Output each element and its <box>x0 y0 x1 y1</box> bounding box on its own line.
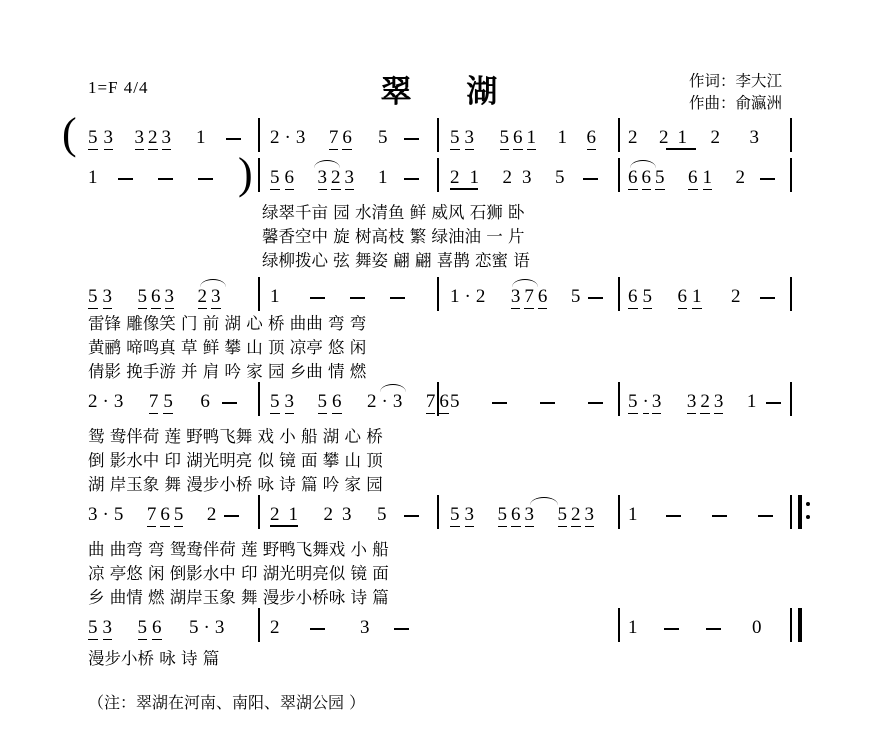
note-group: 5 3 5 6 3 5 2 3 <box>450 504 594 525</box>
hold-dash <box>583 178 598 180</box>
note-group: 5 3 5 6 5 · 3 <box>88 617 225 638</box>
slur <box>314 160 340 168</box>
lyric-line: 馨香空中 旋 树高枝 繁 绿油油 一 片 <box>262 227 525 246</box>
note: 1 <box>196 127 206 148</box>
hold-dash <box>492 402 507 404</box>
note: 1 <box>628 617 638 638</box>
note-group: 5 · 3 3 2 3 1 <box>628 391 757 412</box>
hold-dash <box>390 297 405 299</box>
barline <box>258 382 260 416</box>
note-group: 2 · 3 7 6 <box>270 127 352 148</box>
hold-dash <box>760 297 775 299</box>
note: 0 <box>752 617 762 638</box>
note: 1 <box>628 504 638 525</box>
lyric-line: 倩影 挽手游 并 肩 吟 家 园 乡曲 情 燃 <box>88 362 367 381</box>
underline-group <box>450 188 478 190</box>
lyric-line: 凉 亭悠 闲 倒影水中 印 湖光明亮似 镜 面 <box>88 564 389 583</box>
open-paren: ( <box>62 109 77 158</box>
lyric-line: 倒 影水中 印 湖光明亮 似 镜 面 攀 山 顶 <box>88 451 383 470</box>
note-group: 5 6 3 2 3 <box>270 167 354 188</box>
note: 3 <box>360 617 370 638</box>
underline-group <box>270 525 298 527</box>
hold-dash <box>758 515 773 517</box>
barline <box>618 158 620 192</box>
lyricist: 作词：李大江 <box>688 72 782 90</box>
end-barline-thin <box>790 608 792 642</box>
note-group: 6 6 5 6 1 2 <box>628 167 745 188</box>
note-group: 5 3 5 6 3 2 3 <box>88 286 221 307</box>
lyric-line: 绿翠千亩 园 水清鱼 鲜 威风 石狮 卧 <box>262 203 525 222</box>
barline <box>437 382 439 416</box>
hold-dash <box>666 515 681 517</box>
lyric-line: 雷锋 雕像笑 门 前 湖 心 桥 曲曲 弯 弯 <box>88 314 367 333</box>
hold-dash <box>394 628 409 630</box>
note: 2 <box>270 617 280 638</box>
barline <box>258 495 260 529</box>
lyric-line: 湖 岸玉象 舞 漫步小桥 咏 诗 篇 吟 家 园 <box>88 475 383 494</box>
barline <box>258 158 260 192</box>
note: 1 <box>88 167 98 188</box>
lyric-line: 漫步小桥 咏 诗 篇 <box>88 649 220 668</box>
note-group: 2 1 2 3 5 <box>270 504 387 525</box>
note-group: 5 3 3 2 3 <box>88 127 171 148</box>
close-paren: ) <box>238 149 253 198</box>
hold-dash <box>760 178 775 180</box>
note-group: 2 · 3 7 5 6 <box>88 391 210 412</box>
lyric-line: 乡 曲情 燃 湖岸玉象 舞 漫步小桥咏 诗 篇 <box>88 588 389 607</box>
slur <box>530 497 558 505</box>
barline <box>437 495 439 529</box>
hold-dash <box>222 402 237 404</box>
credits <box>689 70 782 114</box>
note: 5 <box>378 127 388 148</box>
barline <box>437 277 439 311</box>
hold-dash <box>404 178 419 180</box>
lyric-line: 绿柳拨心 弦 舞姿 翩 翩 喜鹊 恋蜜 语 <box>262 251 530 270</box>
hold-dash <box>158 178 173 180</box>
barline <box>790 158 792 192</box>
note-group: 5 3 5 6 1 1 6 <box>450 127 596 148</box>
barline <box>790 118 792 152</box>
composer: 作曲：俞瀛洲 <box>688 94 782 112</box>
hold-dash <box>404 515 419 517</box>
note-group: 5 3 5 6 2 · 3 7 6 <box>270 391 449 412</box>
barline <box>618 118 620 152</box>
hold-dash <box>588 402 603 404</box>
lyric-line: 曲 曲弯 弯 鸳鸯伴荷 莲 野鸭飞舞戏 小 船 <box>88 540 389 559</box>
hold-dash <box>664 628 679 630</box>
note-group: 3 · 5 7 6 5 2 <box>88 504 217 525</box>
key-signature: 1=F 4/4 <box>88 78 149 97</box>
slur <box>200 279 226 287</box>
slur <box>630 160 656 168</box>
barline <box>258 608 260 642</box>
hold-dash <box>712 515 727 517</box>
barline <box>618 495 620 529</box>
barline <box>437 158 439 192</box>
hold-dash <box>404 138 419 140</box>
barline <box>790 277 792 311</box>
hold-dash <box>198 178 213 180</box>
page-title: 翠 湖 <box>380 74 520 110</box>
barline <box>258 118 260 152</box>
note: 1 <box>270 286 280 307</box>
hold-dash <box>706 628 721 630</box>
note: 1 <box>378 167 388 188</box>
barline <box>258 277 260 311</box>
hold-dash <box>766 402 781 404</box>
end-barline-thick <box>798 608 802 642</box>
underline-group <box>666 148 696 150</box>
hold-dash <box>118 178 133 180</box>
hold-dash <box>588 297 603 299</box>
note-group: 2 2 1 2 3 <box>628 127 759 148</box>
barline <box>618 608 620 642</box>
hold-dash <box>350 297 365 299</box>
repeat-dots <box>806 502 810 528</box>
note-group: 1 · 2 3 7 6 5 <box>450 286 581 307</box>
lyric-line: 鸳 鸯伴荷 莲 野鸭飞舞 戏 小 船 湖 心 桥 <box>88 427 383 446</box>
barline <box>790 382 792 416</box>
hold-dash <box>540 402 555 404</box>
barline <box>618 382 620 416</box>
lyric-line: 黄鹂 啼鸣真 草 鲜 攀 山 顶 凉亭 悠 闲 <box>88 338 367 357</box>
hold-dash <box>226 138 241 140</box>
hold-dash <box>224 515 239 517</box>
slur <box>380 384 406 392</box>
footer-note: （注：翠湖在河南、南阳、翠湖公园 ） <box>88 693 366 712</box>
repeat-barline <box>798 495 802 529</box>
note-group: 6 5 6 1 2 <box>628 286 741 307</box>
barline <box>618 277 620 311</box>
hold-dash <box>310 628 325 630</box>
repeat-barline-thin <box>790 495 792 529</box>
hold-dash <box>310 297 325 299</box>
note: 5 <box>450 391 460 412</box>
barline <box>437 118 439 152</box>
slur <box>512 279 538 287</box>
note-group: 2 1 2 3 5 <box>450 167 565 188</box>
